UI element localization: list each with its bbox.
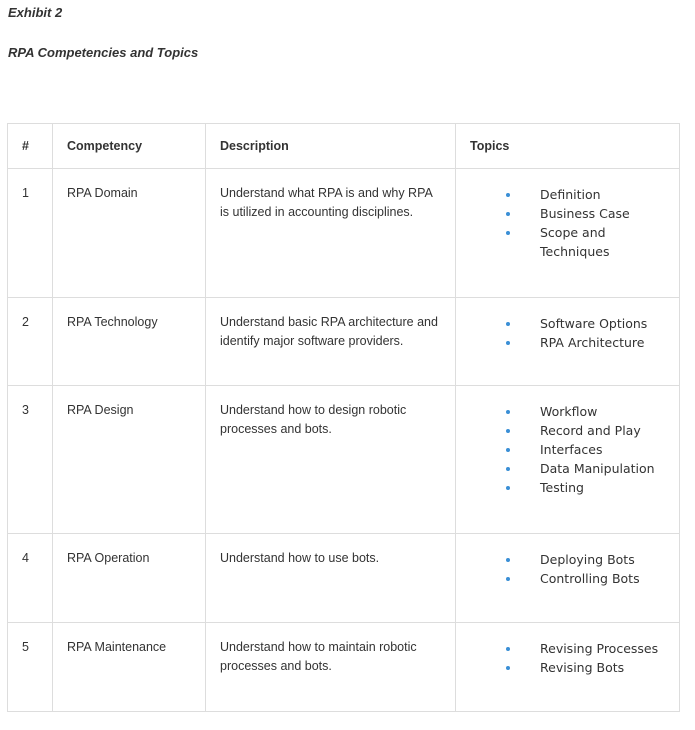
header-description: Description (206, 124, 456, 169)
bullet-icon (506, 410, 510, 414)
header-competency: Competency (53, 124, 206, 169)
competency-table (7, 123, 680, 712)
row-competency: RPA Operation (53, 534, 206, 623)
bullet-icon (506, 231, 510, 235)
topic-item: Testing (506, 478, 665, 497)
table-header-row (8, 124, 680, 169)
row-description: Understand how to maintain robotic processes and bots. (206, 623, 456, 712)
row-competency: RPA Domain (53, 169, 206, 298)
exhibit-title: RPA Competencies and Topics (8, 45, 199, 60)
topic-list (506, 639, 665, 677)
row-topics (456, 386, 680, 534)
row-topics (456, 298, 680, 386)
bullet-icon (506, 212, 510, 216)
row-number: 1 (8, 169, 53, 298)
topic-item: Revising Processes (506, 639, 665, 658)
bullet-icon (506, 647, 510, 651)
topic-list (506, 402, 665, 497)
topic-item: Data Manipulation (506, 459, 665, 478)
bullet-icon (506, 193, 510, 197)
topic-item: Software Options (506, 314, 665, 333)
row-number: 5 (8, 623, 53, 712)
topic-item: Definition (506, 185, 665, 204)
topic-item: Scope and Techniques (506, 223, 665, 261)
bullet-icon (506, 558, 510, 562)
bullet-icon (506, 666, 510, 670)
bullet-icon (506, 341, 510, 345)
bullet-icon (506, 467, 510, 471)
topic-item: Workflow (506, 402, 665, 421)
row-competency: RPA Design (53, 386, 206, 534)
exhibit-label: Exhibit 2 (8, 5, 63, 20)
topic-item: Deploying Bots (506, 550, 665, 569)
bullet-icon (506, 429, 510, 433)
row-topics (456, 623, 680, 712)
topic-item: Interfaces (506, 440, 665, 459)
topic-item: Revising Bots (506, 658, 665, 677)
topic-item: Record and Play (506, 421, 665, 440)
row-competency: RPA Technology (53, 298, 206, 386)
row-description: Understand what RPA is and why RPA is utilized in accounting disciplines. (206, 169, 456, 298)
topic-list (506, 314, 665, 352)
row-description: Understand how to design robotic processes and bots. (206, 386, 456, 534)
topic-item: Business Case (506, 204, 665, 223)
header-number: # (8, 124, 53, 169)
row-number: 2 (8, 298, 53, 386)
row-topics (456, 534, 680, 623)
table-row (8, 386, 680, 534)
table-row (8, 623, 680, 712)
row-topics (456, 169, 680, 298)
table-row (8, 534, 680, 623)
row-competency: RPA Maintenance (53, 623, 206, 712)
topic-list (506, 185, 665, 261)
table-row (8, 169, 680, 298)
bullet-icon (506, 448, 510, 452)
topic-item: RPA Architecture (506, 333, 665, 352)
bullet-icon (506, 322, 510, 326)
row-number: 4 (8, 534, 53, 623)
bullet-icon (506, 577, 510, 581)
table-row (8, 298, 680, 386)
row-number: 3 (8, 386, 53, 534)
topic-item: Controlling Bots (506, 569, 665, 588)
header-topics: Topics (456, 124, 680, 169)
row-description: Understand how to use bots. (206, 534, 456, 623)
bullet-icon (506, 486, 510, 490)
topic-list (506, 550, 665, 588)
row-description: Understand basic RPA architecture and identify major software providers. (206, 298, 456, 386)
